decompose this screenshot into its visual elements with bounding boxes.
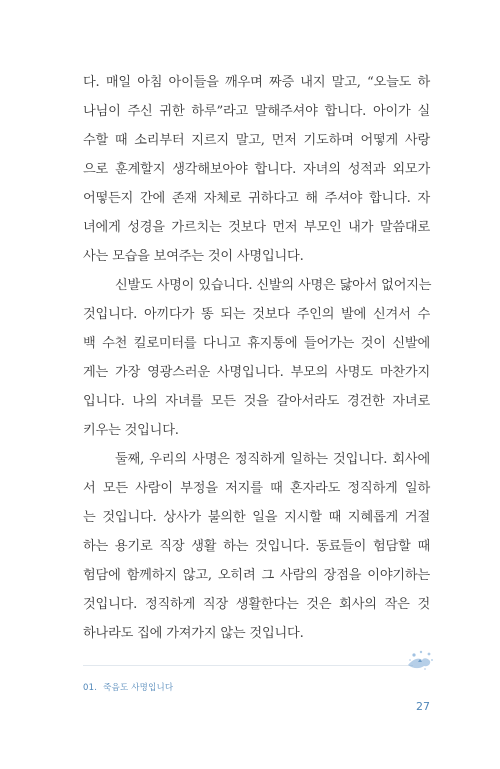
text-line: 백 수천 킬로미터를 다니고 휴지통에 들어가는 것이 신발에 [83,336,430,351]
text-line: 수할 때 소리부터 지르지 말고, 먼저 기도하며 어떻게 사랑 [83,133,430,148]
page-number: 27 [416,700,430,713]
text-line: 으로 훈계할지 생각해보아야 합니다. 자녀의 성적과 외모가 [83,162,430,177]
text-line: 다. 매일 아침 아이들을 깨우며 짜증 내지 말고, “오늘도 하 [83,75,430,90]
text-line: 하나라도 집에 가져가지 않는 것입니다. [83,626,304,641]
text-line: 사는 모습을 보여주는 것이 사명입니다. [83,249,304,264]
text-line: 어떻든지 간에 존재 자체로 귀하다고 해 주셔야 합니다. 자 [83,191,430,206]
body-text [83,68,430,648]
chapter-number: 01. [83,683,98,693]
text-line: 하는 용기로 직장 생활 하는 것입니다. 동료들이 험담할 때 [83,539,430,554]
text-line: 것입니다. 아끼다가 똥 되는 것보다 주인의 발에 신겨서 수 [83,307,430,322]
text-line: 키우는 것입니다. [83,423,179,438]
text-line: 것입니다. 정직하게 직장 생활한다는 것은 회사의 작은 것 [83,597,430,612]
text-line: 입니다. 나의 자녀를 모든 것을 갈아서라도 경건한 자녀로 [83,394,430,409]
text-line: 게는 가장 영광스러운 사명입니다. 부모의 사명도 마찬가지 [83,365,430,380]
text-line: 험담에 함께하지 않고, 오히려 그 사람의 장점을 이야기하는 [83,568,430,583]
footer-divider [83,665,413,666]
text-line: 나님이 주신 귀한 하루”라고 말해주셔야 합니다. 아이가 실 [83,104,430,119]
text-line: 녀에게 성경을 가르치는 것보다 먼저 부모인 내가 말씀대로 [83,220,430,235]
splash-ornament-icon [404,648,434,672]
running-footer [83,681,173,693]
chapter-title: 죽음도 사명입니다 [103,683,174,693]
paragraph-first-line: 신발도 사명이 있습니다. 신발의 사명은 닳아서 없어지는 [115,278,432,293]
text-line: 서 모든 사람이 부정을 저지를 때 혼자라도 정직하게 일하 [83,481,430,496]
text-line: 는 것입니다. 상사가 불의한 일을 지시할 때 지혜롭게 거절 [83,510,430,525]
paragraph-first-line: 둘째, 우리의 사명은 정직하게 일하는 것입니다. 회사에 [115,452,430,467]
